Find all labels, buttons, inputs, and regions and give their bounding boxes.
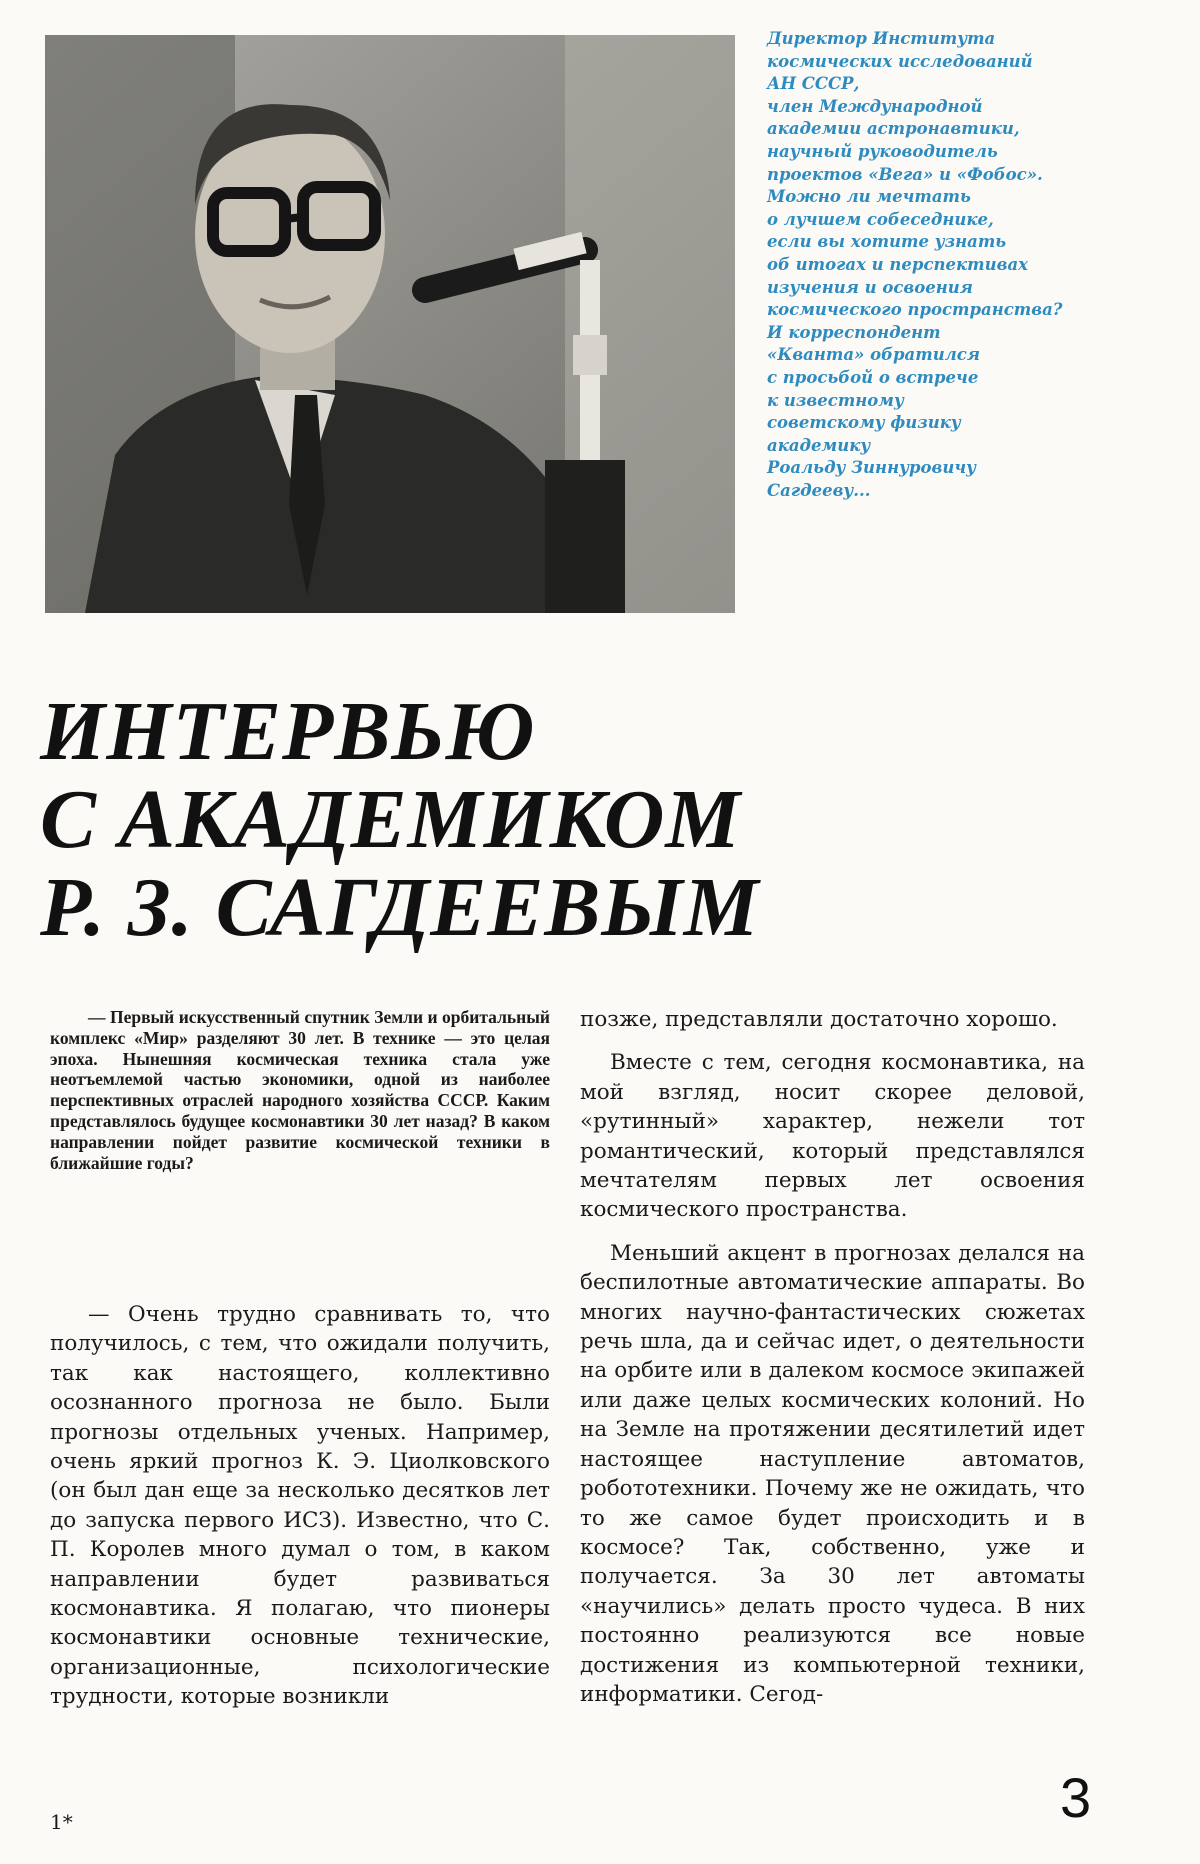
- sidebar-line: Можно ли мечтать: [767, 187, 971, 207]
- paragraph-continuation: позже, представляли достаточно хорошо.: [580, 1007, 1058, 1032]
- sidebar-line: «Кванта» обратился: [767, 345, 980, 365]
- sidebar-line: если вы хотите узнать: [767, 232, 1007, 252]
- signature-mark: 1*: [50, 1810, 73, 1834]
- sidebar-line: к известному: [767, 390, 904, 410]
- article-title: [40, 685, 800, 954]
- paragraph: Меньший акцент в прогнозах делался на беспилотные автоматические аппараты. Во многих научно-фантастических сюжетах речь шла, да и сейчас идет, о деятельности на орбите или в далеком космосе экипажей или даже целых космических колоний. Но на Земле на протяжении десятилетий идет настоящее наступление автоматов, робототехники. Почему же не ожидать, что то же самое будет происходить и в космосе? Так, собственно, уже и получается. За 30 лет автоматы «научились» делать просто чудеса. В них постоянно реализуются все новые достижения из компьютерной техники, информатики. Сегод-: [580, 1240, 1085, 1707]
- interview-answer: — Очень трудно сравнивать то, что получилось, с тем, что ожидали получить, так как настоящего, коллективно осознанного прогноза не было. Были прогнозы отдельных ученых. Например, очень яркий прогноз К. Э. Циолковского (он был дан еще за несколько десятков лет до запуска первого ИСЗ). Известно, что С. П. Королев много думал о том, в каком направлении будет развиваться космонавтика. Я полагаю, что пионеры космонавтики основные технические, организационные, психологические трудности, которые возникли: [50, 1302, 550, 1710]
- sidebar-line: Директор Института: [767, 29, 996, 48]
- sidebar-line: научный руководитель: [767, 141, 998, 161]
- sidebar-line: АН СССР,: [767, 74, 860, 94]
- sidebar-line: советскому физику: [767, 413, 961, 433]
- sidebar-line: И корреспондент: [767, 322, 941, 342]
- page-number: 3: [1060, 1766, 1092, 1829]
- sidebar-line: член Международной: [767, 96, 983, 116]
- title-line-2: С АКАДЕМИКОМ: [40, 773, 742, 866]
- sidebar-line: изучения и освоения: [767, 277, 973, 297]
- title-line-1: ИНТЕРВЬЮ: [40, 685, 536, 778]
- intro-sidebar: [767, 28, 1127, 502]
- sidebar-line: о лучшем собеседнике,: [767, 209, 994, 229]
- interview-question: — Первый искусственный спутник Земли и орбитальный комплекс «Мир» разделяют 30 лет. В технике — это целая эпоха. Нынешняя космическая техника стала уже неотъемлемой частью экономики, одной из наиболее перспективных отраслей народного хозяйства СССР. Каким представлялось будущее космонавтики 30 лет назад? В каком направлении пойдет развитие космической техники в ближайшие годы?: [50, 1007, 550, 1173]
- sidebar-line: с просьбой о встрече: [767, 367, 979, 387]
- sidebar-line: академику: [767, 435, 871, 455]
- sidebar-line: Сагдееву...: [767, 480, 871, 500]
- portrait-image: [45, 35, 735, 613]
- sidebar-line: Роальду Зиннуровичу: [767, 458, 977, 478]
- sidebar-line: проектов «Вега» и «Фобос».: [767, 164, 1043, 184]
- portrait-photo: [45, 35, 735, 613]
- title-line-3: Р. З. САГДЕЕВЫМ: [40, 861, 760, 954]
- sidebar-line: космического пространства?: [767, 300, 1063, 320]
- sidebar-line: об итогах и перспективах: [767, 254, 1028, 274]
- sidebar-line: космических исследований: [767, 51, 1033, 71]
- sidebar-line: академии астронавтики,: [767, 119, 1020, 139]
- paragraph: Вместе с тем, сегодня космонавтика, на мой взгляд, носит скорее деловой, «рутинный» характер, нежели тот романтический, который представлялся мечтателям первых лет освоения космического пространства.: [580, 1050, 1085, 1223]
- right-column: [580, 1005, 1085, 1723]
